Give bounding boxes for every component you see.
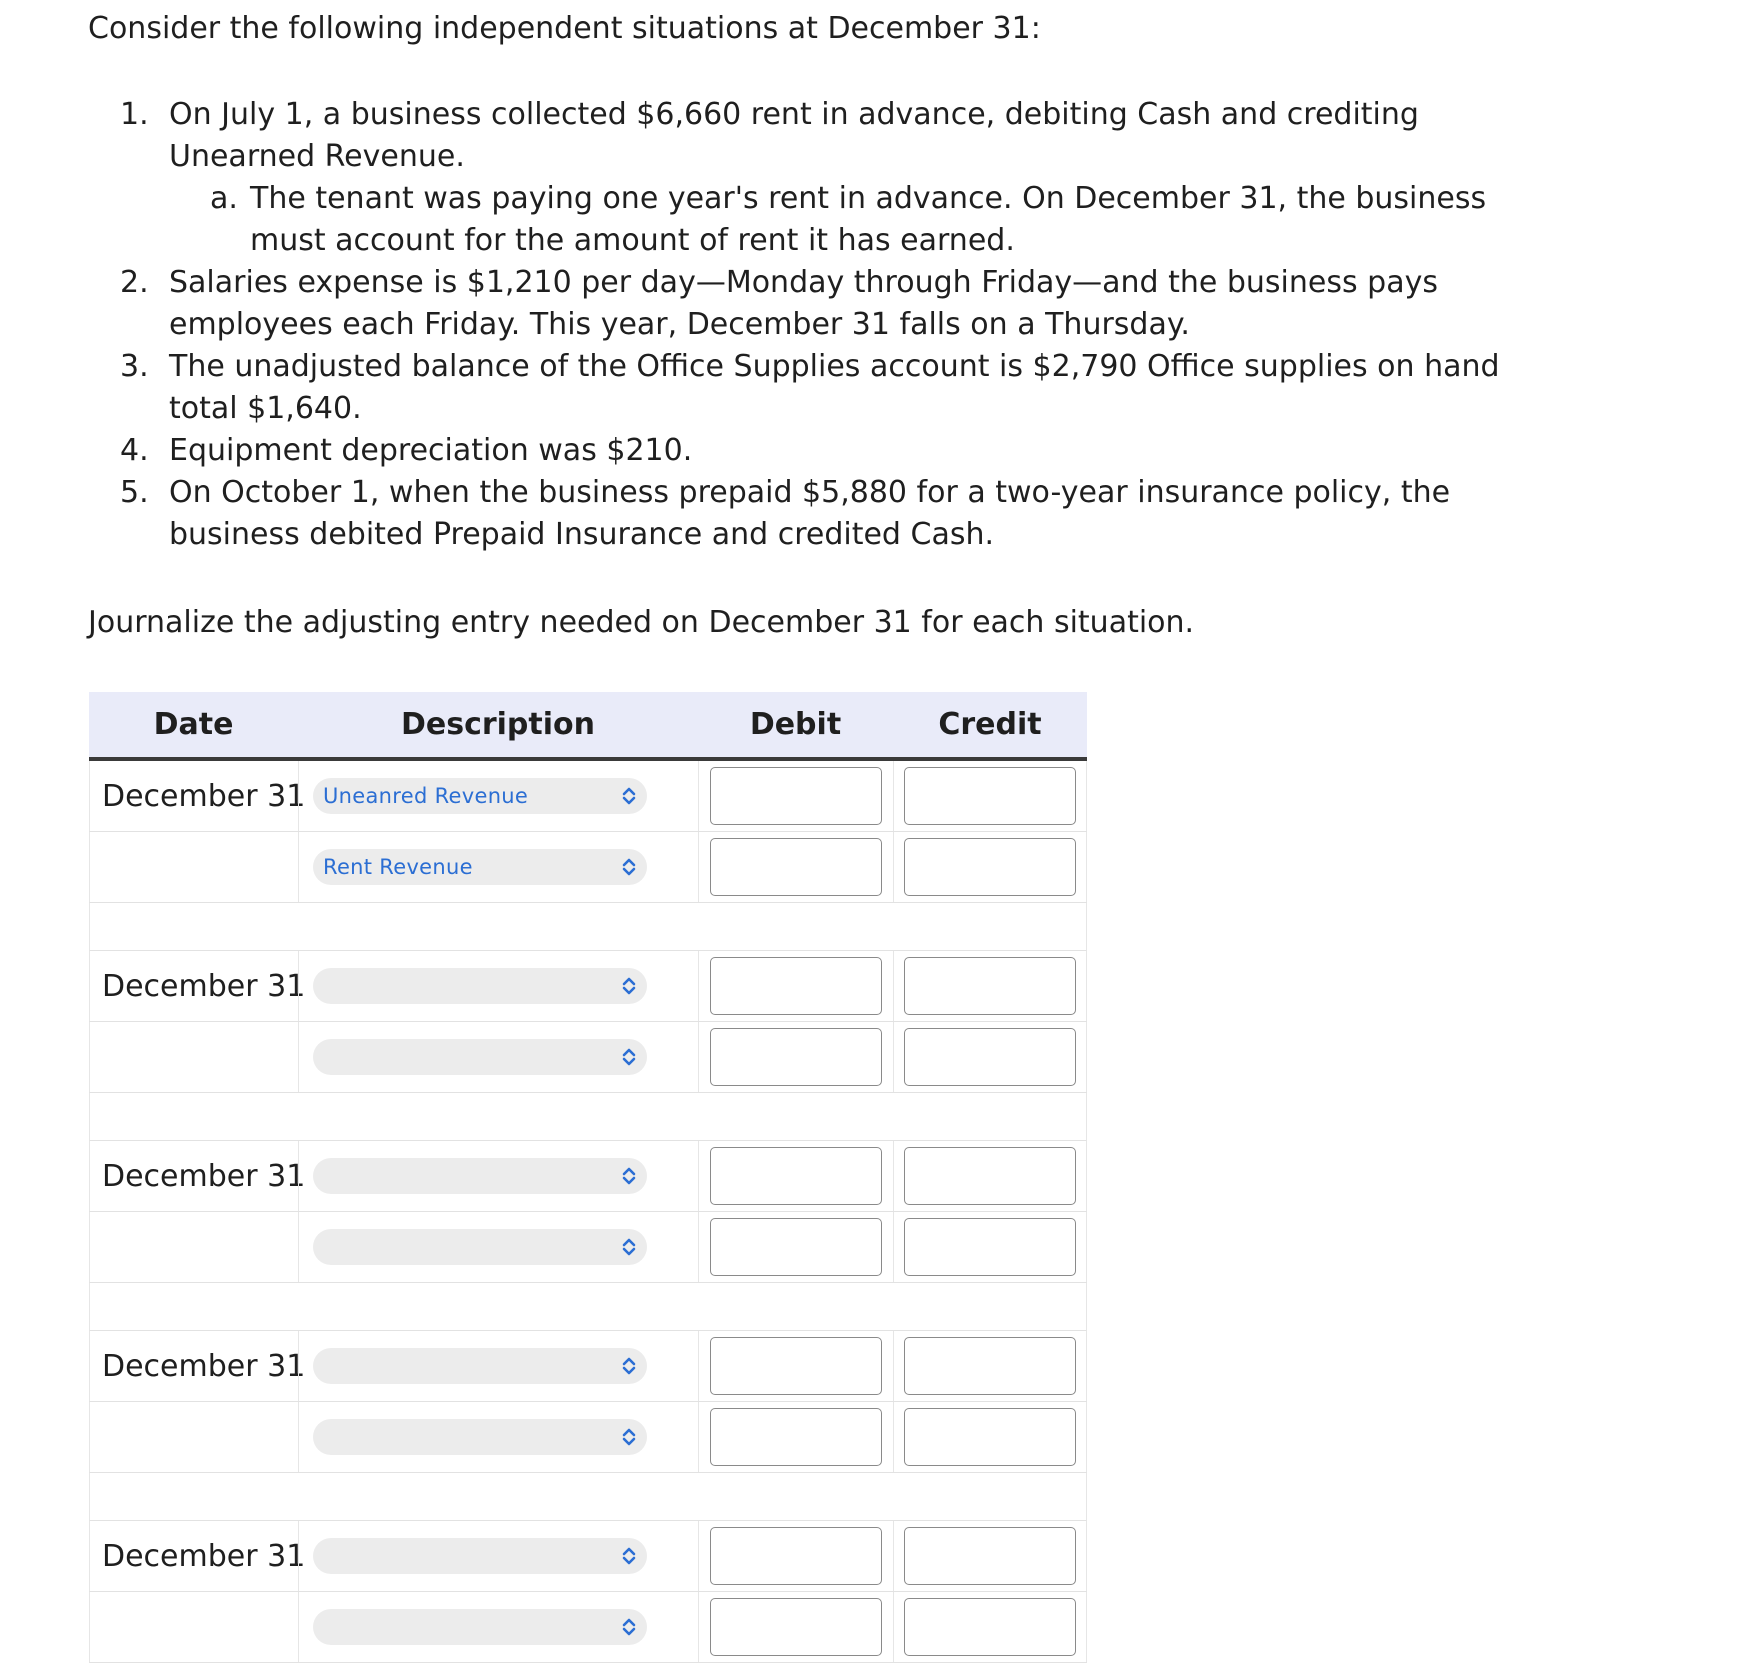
date-column-header: Date	[153, 707, 234, 742]
debit-input[interactable]	[710, 1408, 882, 1466]
account-select-value: Uneanred Revenue	[323, 784, 529, 808]
sub-item-letter: a.	[210, 181, 238, 216]
debit-input[interactable]	[710, 1527, 882, 1585]
account-select[interactable]	[313, 1538, 647, 1574]
debit-input[interactable]	[710, 1147, 882, 1205]
description-column-header: Description	[400, 707, 596, 742]
credit-column-header: Credit	[938, 707, 1042, 742]
situation-text: The unadjusted balance of the Office Supplies account is $2,790 Office supplies on hand total $1,640.	[169, 349, 1500, 426]
debit-cell	[698, 951, 893, 1021]
situation-number: 2.	[120, 265, 149, 300]
credit-cell	[893, 832, 1087, 902]
journal-row	[89, 761, 1087, 832]
credit-cell	[893, 1212, 1087, 1282]
debit-cell	[698, 1141, 893, 1211]
debit-input[interactable]	[710, 1218, 882, 1276]
description-cell	[298, 761, 698, 831]
credit-input[interactable]	[904, 1337, 1076, 1395]
account-select[interactable]	[313, 849, 647, 885]
situation-text: Salaries expense is $1,210 per day—Monday through Friday—and the business pays employees each Friday. This year, December 31 falls on a Thursday.	[169, 265, 1438, 342]
credit-input[interactable]	[904, 1408, 1076, 1466]
chevron-up-down-icon	[619, 1165, 639, 1187]
description-cell	[298, 1141, 698, 1211]
journal-row	[89, 1402, 1087, 1473]
debit-input[interactable]	[710, 1028, 882, 1086]
description-cell	[298, 1212, 698, 1282]
debit-input[interactable]	[710, 1337, 882, 1395]
debit-cell	[698, 761, 893, 831]
entry-date	[89, 1592, 298, 1662]
credit-input[interactable]	[904, 1598, 1076, 1656]
credit-cell	[893, 761, 1087, 831]
chevron-up-down-icon	[619, 856, 639, 878]
chevron-up-down-icon	[619, 1236, 639, 1258]
entry-separator	[89, 903, 1087, 951]
entry-separator	[89, 1283, 1087, 1331]
situation-item	[120, 430, 1500, 472]
credit-input[interactable]	[904, 1218, 1076, 1276]
debit-cell	[698, 1402, 893, 1472]
entry-date: December 31	[89, 1331, 298, 1401]
situation-item	[120, 94, 1500, 262]
situation-item	[120, 472, 1500, 556]
situation-number: 5.	[120, 475, 149, 510]
debit-cell	[698, 1592, 893, 1662]
situation-number: 4.	[120, 433, 149, 468]
description-cell	[298, 1022, 698, 1092]
account-select[interactable]	[313, 1348, 647, 1384]
credit-cell	[893, 1022, 1087, 1092]
chevron-up-down-icon	[619, 1616, 639, 1638]
chevron-up-down-icon	[619, 975, 639, 997]
journal-row	[89, 1331, 1087, 1402]
debit-cell	[698, 1022, 893, 1092]
journal-row	[89, 1141, 1087, 1212]
description-cell	[298, 832, 698, 902]
situation-text: Equipment depreciation was $210.	[169, 433, 693, 468]
debit-cell	[698, 1212, 893, 1282]
situation-number: 3.	[120, 349, 149, 384]
journal-header	[89, 692, 1087, 761]
chevron-up-down-icon	[619, 1426, 639, 1448]
credit-cell	[893, 1521, 1087, 1591]
debit-cell	[698, 1331, 893, 1401]
chevron-up-down-icon	[619, 1046, 639, 1068]
entry-date: December 31	[89, 1141, 298, 1211]
chevron-up-down-icon	[619, 1355, 639, 1377]
credit-cell	[893, 1592, 1087, 1662]
description-cell	[298, 1592, 698, 1662]
credit-input[interactable]	[904, 838, 1076, 896]
credit-cell	[893, 1331, 1087, 1401]
journal-row	[89, 1212, 1087, 1283]
journal-table	[89, 692, 1087, 1663]
chevron-up-down-icon	[619, 1545, 639, 1567]
intro-text: Consider the following independent situations at December 31:	[88, 11, 1041, 46]
credit-cell	[893, 1141, 1087, 1211]
credit-cell	[893, 1402, 1087, 1472]
entry-separator	[89, 1473, 1087, 1521]
situation-item	[120, 262, 1500, 346]
account-select[interactable]	[313, 968, 647, 1004]
account-select[interactable]	[313, 1229, 647, 1265]
debit-input[interactable]	[710, 767, 882, 825]
situations-list	[120, 94, 1500, 556]
debit-column-header: Debit	[749, 707, 842, 742]
chevron-up-down-icon	[619, 785, 639, 807]
journal-row	[89, 951, 1087, 1022]
entry-date: December 31	[89, 951, 298, 1021]
description-cell	[298, 951, 698, 1021]
account-select[interactable]	[313, 1609, 647, 1645]
credit-input[interactable]	[904, 1147, 1076, 1205]
sub-item-text: The tenant was paying one year's rent in advance. On December 31, the business must account for the amount of rent it has earned.	[250, 181, 1487, 258]
journal-row	[89, 1592, 1087, 1663]
sub-list	[169, 178, 1500, 262]
debit-cell	[698, 1521, 893, 1591]
description-cell	[298, 1402, 698, 1472]
situation-text: On July 1, a business collected $6,660 rent in advance, debiting Cash and crediting Unearned Revenue.	[169, 97, 1419, 174]
situation-text: On October 1, when the business prepaid $5,880 for a two-year insurance policy, the business debited Prepaid Insurance and credited Cash.	[169, 475, 1451, 552]
sub-item	[210, 178, 1500, 262]
debit-input[interactable]	[710, 957, 882, 1015]
entry-date	[89, 832, 298, 902]
journal-row	[89, 1521, 1087, 1592]
journal-body	[89, 761, 1087, 1663]
credit-input[interactable]	[904, 957, 1076, 1015]
entry-date: December 31	[89, 1521, 298, 1591]
entry-date	[89, 1212, 298, 1282]
account-select[interactable]	[313, 1158, 647, 1194]
situation-number: 1.	[120, 97, 149, 132]
account-select-value: Rent Revenue	[323, 855, 473, 879]
journal-row	[89, 1022, 1087, 1093]
credit-input[interactable]	[904, 1527, 1076, 1585]
credit-cell	[893, 951, 1087, 1021]
credit-input[interactable]	[904, 767, 1076, 825]
situation-item	[120, 346, 1500, 430]
description-cell	[298, 1331, 698, 1401]
credit-input[interactable]	[904, 1028, 1076, 1086]
entry-separator	[89, 1093, 1087, 1141]
account-select[interactable]	[313, 778, 647, 814]
entry-date: December 31	[89, 761, 298, 831]
debit-input[interactable]	[710, 838, 882, 896]
debit-cell	[698, 832, 893, 902]
description-cell	[298, 1521, 698, 1591]
account-select[interactable]	[313, 1039, 647, 1075]
debit-input[interactable]	[710, 1598, 882, 1656]
journal-row	[89, 832, 1087, 903]
entry-date	[89, 1402, 298, 1472]
entry-date	[89, 1022, 298, 1092]
instruction-text: Journalize the adjusting entry needed on December 31 for each situation.	[88, 605, 1195, 640]
account-select[interactable]	[313, 1419, 647, 1455]
